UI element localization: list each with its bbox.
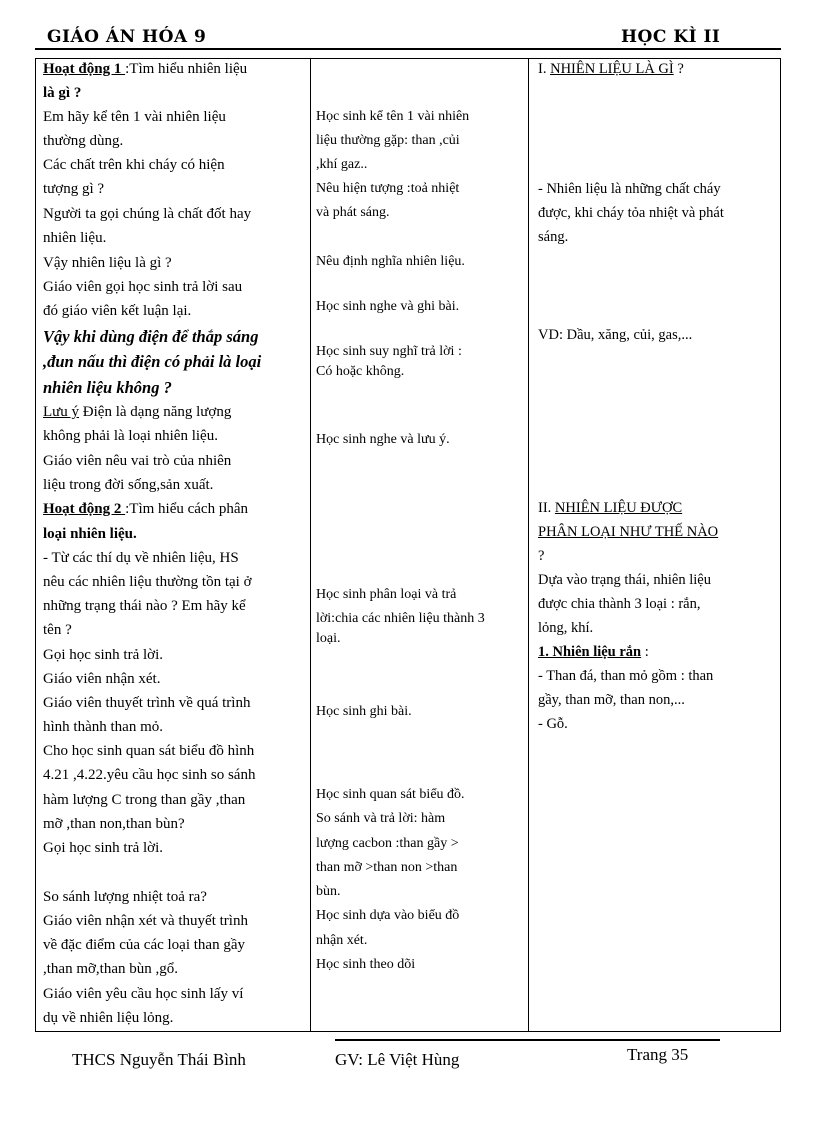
line-q5a: Giáo viên gọi học sinh trả lời sau [43, 279, 243, 295]
header-right: HỌC KÌ II [621, 27, 721, 47]
segment: :Tìm hiểu cách phân [125, 501, 248, 517]
line-a9a: Học sinh quan sát biểu đồ. [316, 787, 465, 802]
line-q10: Giáo viên nhận xét. [43, 671, 161, 687]
header-left: GIÁO ÁN HÓA 9 [47, 27, 207, 47]
line-a6: Học sinh nghe và lưu ý. [316, 432, 450, 447]
line-a1c: ,khí gaz.. [316, 157, 368, 172]
segment: Hoạt động 2 [43, 501, 126, 517]
line-q4: Vậy nhiên liệu là gì ? [43, 255, 172, 271]
line-hd1-title2 [43, 85, 81, 102]
line-a9b: So sánh và trả lời: hàm [316, 811, 446, 826]
line-q6a: Vậy khi dùng điện để thắp sáng [43, 327, 259, 346]
segment: 1. Nhiên liệu rắn [538, 644, 642, 660]
line-q14: So sánh lượng nhiệt toả ra? [43, 889, 207, 905]
line-a5a: Học sinh suy nghĩ trả lời : [316, 344, 462, 359]
segment: : [641, 644, 649, 660]
line-a11: Học sinh theo dõi [316, 957, 416, 972]
segment: II. [538, 500, 555, 516]
line-d2b: được chia thành 3 loại : rắn, [538, 596, 701, 612]
line-a3: Nêu định nghĩa nhiên liệu. [316, 254, 465, 269]
line-d2a: Dựa vào trạng thái, nhiên liệu [538, 572, 711, 588]
line-q3a: Người ta gọi chúng là chất đốt hay [43, 206, 252, 222]
line-a9e: bùn. [316, 884, 341, 899]
line-q12a: Cho học sinh quan sát biểu đồ hình [43, 743, 255, 759]
line-q1a: Em hãy kể tên 1 vài nhiên liệu [43, 109, 226, 125]
segment: NHIÊN LIỆU ĐƯỢC [554, 500, 683, 516]
footer-school: THCS Nguyễn Thái Bình [72, 1050, 246, 1069]
column-divider-1 [310, 59, 311, 1031]
segment: NHIÊN LIỆU LÀ GÌ [550, 61, 674, 77]
line-q8c: những trạng thái nào ? Em hãy kể [43, 598, 246, 614]
line-a4: Học sinh nghe và ghi bài. [316, 299, 460, 314]
line-q11b: hình thành than mỏ. [43, 719, 163, 735]
line-q1b: thường dùng. [43, 133, 124, 149]
line-q11a: Giáo viên thuyết trình về quá trình [43, 695, 251, 711]
line-q9: Gọi học sinh trả lời. [43, 647, 163, 663]
line-s3 [538, 644, 649, 661]
line-hd2-title [43, 501, 248, 518]
line-hd2-title2 [43, 526, 137, 543]
line-q8b: nêu các nhiên liệu thường tồn tại ở [43, 574, 252, 590]
footer-rule [335, 1039, 720, 1041]
line-q3b: nhiên liệu. [43, 230, 107, 246]
line-q16b: dụ về nhiên liệu lỏng. [43, 1010, 174, 1026]
line-q15c: ,than mỡ,than bùn ,gổ. [43, 961, 178, 977]
line-a10a: Học sinh dựa vào biểu đồ [316, 908, 460, 923]
footer-teacher: GV: Lê Việt Hùng [335, 1050, 460, 1069]
line-note2: không phải là loại nhiên liệu. [43, 428, 218, 444]
line-q12b: 4.21 ,4.22.yêu cầu học sinh so sánh [43, 767, 256, 783]
line-a2b: và phát sáng. [316, 205, 390, 220]
line-a5b: Có hoặc không. [316, 364, 405, 379]
line-a2a: Nêu hiện tượng :toả nhiệt [316, 181, 460, 196]
line-q6b: ,đun nấu thì điện có phải là loại [43, 352, 262, 371]
line-q16a: Giáo viên yêu cầu học sinh lấy ví [43, 986, 244, 1002]
line-a7b: lời:chia các nhiên liệu thành 3 [316, 611, 485, 626]
line-q13: Gọi học sinh trả lời. [43, 840, 163, 856]
header-rule [35, 48, 781, 50]
segment: :Tìm hiểu nhiên liệu [125, 61, 248, 77]
line-d3c: - Gỗ. [538, 716, 568, 732]
line-q6c: nhiên liệu không ? [43, 378, 172, 397]
line-a7c: loại. [316, 631, 341, 646]
line-s2c: ? [538, 548, 545, 564]
line-vd: VD: Dầu, xăng, củi, gas,... [538, 327, 693, 343]
line-q12c: hàm lượng C trong than gầy ,than [43, 792, 246, 808]
line-q8d: tên ? [43, 622, 72, 638]
line-a9c: lượng cacbon :than gầy > [316, 836, 459, 851]
lesson-table [35, 58, 781, 1032]
line-s2b [538, 524, 718, 541]
line-q5b: đó giáo viên kết luận lại. [43, 303, 192, 319]
segment: ? [673, 61, 684, 77]
line-d3b: gầy, than mỡ, than non,... [538, 692, 685, 708]
line-a1a: Học sinh kể tên 1 vài nhiên [316, 109, 470, 124]
line-a1b: liệu thường gặp: than ,củi [316, 133, 460, 148]
line-q7a: Giáo viên nêu vai trò của nhiên [43, 453, 232, 469]
line-note1 [43, 404, 231, 421]
segment: là gì ? [43, 85, 82, 101]
line-s1 [538, 61, 684, 78]
line-q15a: Giáo viên nhận xét và thuyết trình [43, 913, 248, 929]
column-divider-2 [528, 59, 529, 1031]
line-s2a [538, 500, 682, 517]
line-d1c: sáng. [538, 229, 569, 245]
line-d1a: - Nhiên liệu là những chất cháy [538, 181, 721, 197]
line-q12d: mỡ ,than non,than bùn? [43, 816, 185, 832]
line-a8: Học sinh ghi bài. [316, 704, 412, 719]
segment: I. [538, 61, 551, 77]
line-q7b: liệu trong đời sống,sản xuất. [43, 477, 214, 493]
segment: loại nhiên liệu. [43, 526, 137, 542]
segment: Hoạt động 1 [43, 61, 126, 77]
line-a9d: than mỡ >than non >than [316, 860, 458, 875]
line-q15b: về đặc điểm của các loại than gầy [43, 937, 245, 953]
segment: Điện là dạng năng lượng [79, 404, 232, 420]
line-a7a: Học sinh phân loại và trả [316, 587, 457, 602]
line-hd1-title [43, 61, 247, 78]
line-d3a: - Than đá, than mỏ gồm : than [538, 668, 714, 684]
line-d1b: được, khi cháy tỏa nhiệt và phát [538, 205, 724, 221]
line-q8a: - Từ các thí dụ về nhiên liệu, HS [43, 550, 239, 566]
footer-page: Trang 35 [627, 1045, 689, 1064]
segment: PHÂN LOẠI NHƯ THẾ NÀO [538, 524, 719, 540]
line-d2c: lỏng, khí. [538, 620, 594, 636]
line-q2a: Các chất trên khi cháy có hiện [43, 157, 225, 173]
segment: Lưu ý [43, 404, 80, 420]
line-a10b: nhận xét. [316, 933, 368, 948]
line-q2b: tượng gì ? [43, 181, 105, 197]
